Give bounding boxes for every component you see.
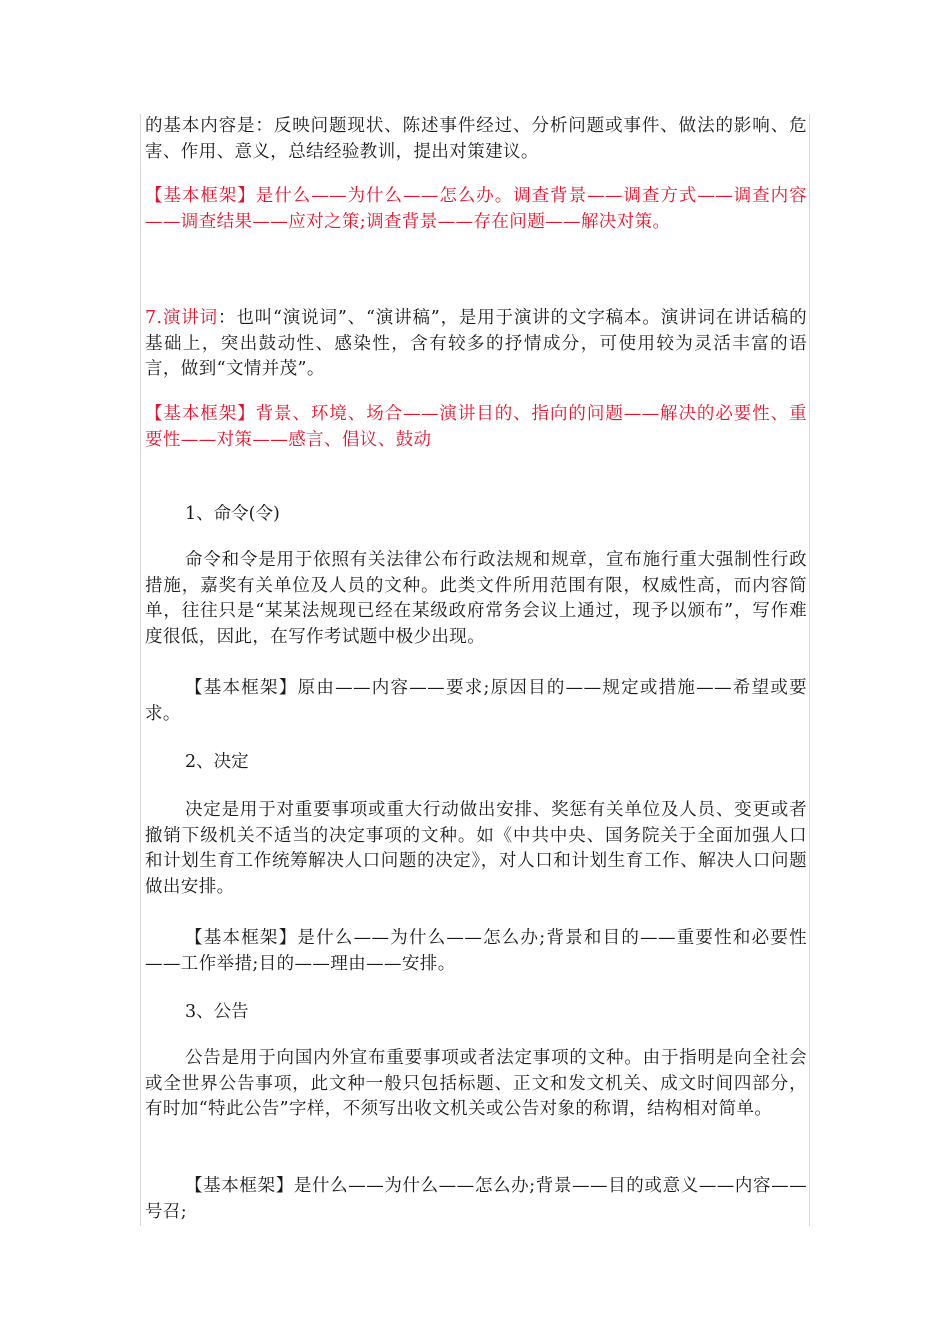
announcement-framework: 【基本框架】是什么——为什么——怎么办;背景——目的或意义——内容——号召; xyxy=(145,1176,807,1222)
command-paragraph: 命令和令是用于依照有关法律公布行政法规和规章，宣布施行重大强制性行政措施，嘉奖有关单位及人员的文种。此类文件所用范围有限，权威性高，而内容简单，往往只是“某某法规现已经在某级政府常务会议上通过，现予以颁布”，写作难度很低，因此，在写作考试题中极少出现。 xyxy=(145,550,807,647)
speech-title: 7.演讲词 xyxy=(145,308,218,328)
speech-paragraph xyxy=(145,306,807,383)
announcement-paragraph: 公告是用于向国内外宣布重要事项或者法定事项的文种。由于指明是向全社会或全世界公告事项，此文种一般只包括标题、正文和发文机关、成文时间四部分，有时加“特此公告”字样，不须写出收文机关或公告对象的称谓，结构相对简单。 xyxy=(145,1048,807,1119)
speech-framework: 【基本框架】背景、环境、场合——演讲目的、指向的问题——解决的必要性、重要性——对策——感言、倡议、鼓动 xyxy=(145,404,807,450)
report-content-paragraph: 的基本内容是：反映问题现状、陈述事件经过、分析问题或事件、做法的影响、危害、作用、意义，总结经验教训，提出对策建议。 xyxy=(145,116,807,162)
heading-decision: 2、决定 xyxy=(185,752,249,772)
heading-announcement: 3、公告 xyxy=(185,1002,249,1022)
heading-command: 1、命令(令) xyxy=(185,504,280,524)
decision-paragraph: 决定是用于对重要事项或重大行动做出安排、奖惩有关单位及人员、变更或者撤销下级机关不适当的决定事项的文种。如《中共中央、国务院关于全面加强人口和计划生育工作统筹解决人口问题的决定》，对人口和计划生育工作、解决人口问题做出安排。 xyxy=(145,800,807,897)
report-framework: 【基本框架】是什么——为什么——怎么办。调查背景——调查方式——调查内容——调查结果——应对之策;调查背景——存在问题——解决对策。 xyxy=(145,186,807,232)
command-framework: 【基本框架】原由——内容——要求;原因目的——规定或措施——希望或要求。 xyxy=(145,678,807,724)
speech-body: ：也叫“演说词”、“演讲稿”，是用于演讲的文字稿本。演讲词在讲话稿的基础上，突出鼓动性、感染性，含有较多的抒情成分，可使用较为灵活丰富的语言，做到“文情并茂”。 xyxy=(145,308,808,379)
decision-framework: 【基本框架】是什么——为什么——怎么办;背景和目的——重要性和必要性——工作举措;目的——理由——安排。 xyxy=(145,928,807,974)
